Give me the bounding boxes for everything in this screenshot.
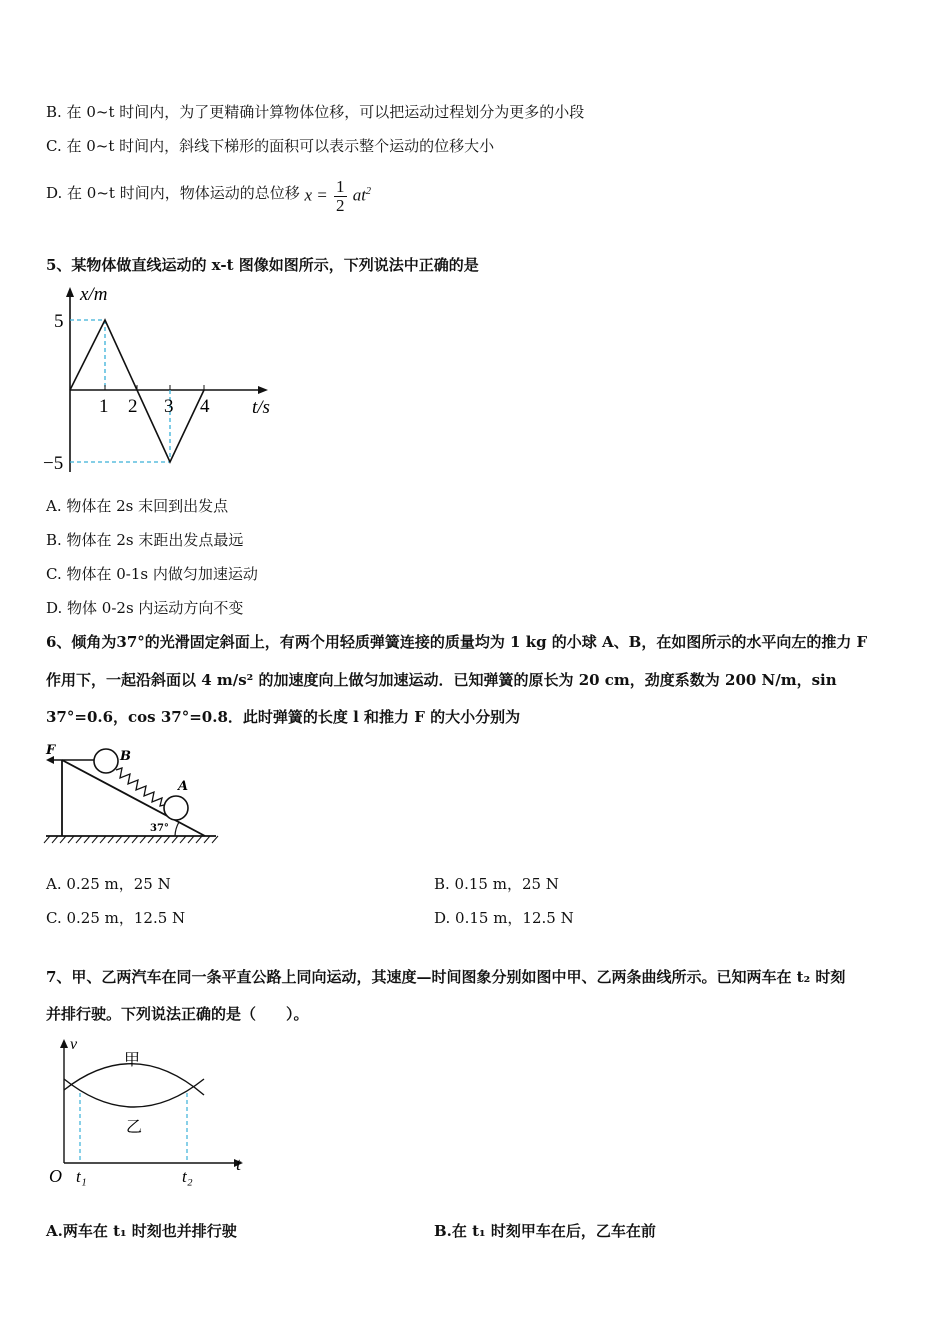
q4-option-b: B. 在 0~t 时间内，为了更精确计算物体位移，可以把运动过程划分为更多的小段	[46, 103, 585, 121]
q5-option-a: A. 物体在 2s 末回到出发点	[46, 497, 229, 515]
x-tick-4: 4	[200, 396, 210, 417]
q7-stem-line2: 并排行驶。下列说法正确的是（ ）。	[46, 1005, 309, 1023]
q6-stem-line2: 作用下，一起沿斜面以 4 m/s² 的加速度向上做匀加速运动．已知弹簧的原长为 20 cm，劲度系数为 200 N/m，sin	[46, 671, 837, 689]
fraction-denominator: 2	[336, 196, 345, 216]
jia-curve-label: 甲	[124, 1050, 141, 1069]
q7-vt-graph	[44, 1035, 259, 1195]
x-axis-label: t/s	[252, 397, 270, 418]
y-tick-neg5: −5	[43, 453, 64, 474]
y-axis-label: x/m	[80, 284, 108, 305]
formula-exponent: 2	[366, 186, 372, 197]
formula-fraction	[334, 178, 347, 215]
x-tick-1: 1	[99, 396, 109, 417]
fraction-numerator: 1	[336, 177, 345, 197]
q5-option-c: C. 物体在 0-1s 内做匀加速运动	[46, 565, 258, 583]
q5-option-b: B. 物体在 2s 末距出发点最远	[46, 531, 244, 549]
v-axis-label: v	[70, 1036, 78, 1053]
q5-stem: 5、某物体做直线运动的 x-t 图像如图所示，下列说法中正确的是	[46, 256, 479, 274]
t-axis-label: t	[236, 1154, 242, 1174]
q6-stem-line1: 6、倾角为37°的光滑固定斜面上，有两个用轻质弹簧连接的质量均为 1 kg 的小球 A、B，在如图所示的水平向左的推力 F	[46, 633, 868, 651]
x-tick-3: 3	[164, 396, 174, 417]
q7-option-b: B.在 t₁ 时刻甲车在后，乙车在前	[434, 1222, 656, 1240]
formula-lhs: x =	[304, 185, 328, 205]
ball-a-label: A	[178, 779, 189, 794]
origin-label: O	[49, 1166, 62, 1186]
q6-option-c	[46, 907, 185, 929]
q6-option-d-text: D. 0.15 m，12.5 N	[434, 909, 574, 927]
q6-incline-figure	[40, 740, 225, 850]
ball-b-label: B	[120, 749, 131, 764]
q6-option-c-text: C. 0.25 m，12.5 N	[46, 909, 186, 927]
q6-option-b-text: B. 0.15 m，25 N	[434, 875, 559, 893]
q6-option-a-text: A. 0.25 m，25 N	[46, 875, 171, 893]
q6-stem-line3: 37°=0.6，cos 37°=0.8．此时弹簧的长度 l 和推力 F 的大小分别为	[46, 708, 521, 726]
q5-option-d: D. 物体 0-2s 内运动方向不变	[46, 599, 244, 617]
angle-label: 37°	[150, 823, 169, 834]
t1-label: t₁	[76, 1167, 87, 1186]
x-tick-2: 2	[128, 396, 138, 417]
q4-option-d	[46, 172, 371, 216]
y-tick-5: 5	[54, 311, 64, 332]
q7-stem-line1: 7、甲、乙两汽车在同一条平直公路上同向运动，其速度—时间图象分别如图中甲、乙两条曲线所示。已知两车在 t₂ 时刻	[46, 968, 846, 986]
q6-option-d	[434, 907, 574, 929]
q4-option-c: C. 在 0~t 时间内，斜线下梯形的面积可以表示整个运动的位移大小	[46, 137, 495, 155]
formula-rhs: at	[352, 185, 367, 205]
q7-option-a: A.两车在 t₁ 时刻也并排行驶	[46, 1222, 237, 1240]
q6-option-b	[434, 873, 559, 895]
t2-label: t₂	[182, 1167, 193, 1186]
yi-curve-label: 乙	[126, 1117, 143, 1136]
q4-option-d-text: D. 在 0~t 时间内，物体运动的总位移	[46, 183, 300, 202]
q4-option-d-formula	[305, 172, 372, 216]
force-f-label: F	[46, 743, 56, 758]
q6-option-a	[46, 873, 171, 895]
q5-xt-graph	[40, 282, 290, 482]
